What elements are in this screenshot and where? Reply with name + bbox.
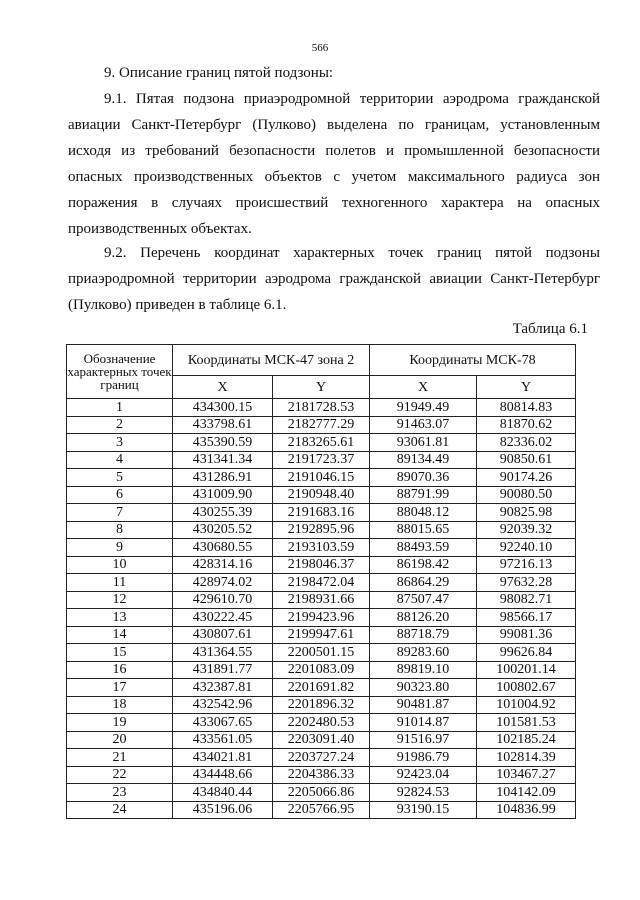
point-number-cell: 12 xyxy=(67,591,173,609)
msk47-y-cell: 2199947.61 xyxy=(273,626,370,644)
msk47-y-cell: 2200501.15 xyxy=(273,644,370,662)
msk78-y-cell: 98566.17 xyxy=(477,609,576,627)
msk47-x-cell: 431009.90 xyxy=(173,486,273,504)
point-number-cell: 19 xyxy=(67,714,173,732)
msk78-x-cell: 89283.60 xyxy=(370,644,477,662)
table-row xyxy=(67,399,576,417)
msk78-x-cell: 88791.99 xyxy=(370,486,477,504)
msk78-x-cell: 91516.97 xyxy=(370,731,477,749)
msk47-x-cell: 435196.06 xyxy=(173,801,273,819)
msk47-header: Координаты МСК-47 зона 2 xyxy=(173,345,370,376)
point-number-cell: 7 xyxy=(67,504,173,522)
msk47-x-cell: 430205.52 xyxy=(173,521,273,539)
table-row xyxy=(67,644,576,662)
msk78-x-cell: 87507.47 xyxy=(370,591,477,609)
msk47-y-cell: 2193103.59 xyxy=(273,539,370,557)
point-number-cell: 24 xyxy=(67,801,173,819)
point-number-cell: 9 xyxy=(67,539,173,557)
msk78-y-cell: 104142.09 xyxy=(477,784,576,802)
msk78-y-cell: 82336.02 xyxy=(477,434,576,452)
page-number: 566 xyxy=(311,42,329,54)
msk78-y-cell: 99081.36 xyxy=(477,626,576,644)
table-row xyxy=(67,609,576,627)
msk47-y-cell: 2199423.96 xyxy=(273,609,370,627)
point-number-cell: 16 xyxy=(67,661,173,679)
point-number-cell: 13 xyxy=(67,609,173,627)
msk47-y-cell: 2190948.40 xyxy=(273,486,370,504)
msk47-x-cell: 430255.39 xyxy=(173,504,273,522)
paragraph-9-2: 9.2. Перечень координат характерных точек границ пятой подзоны приаэродромной территории аэродрома гражданской авиации Санкт-Петербург (Пулково) приведен в таблице 6.1. xyxy=(68,245,600,313)
msk78-y-cell: 102814.39 xyxy=(477,749,576,767)
msk47-y-cell: 2201896.32 xyxy=(273,696,370,714)
table-row xyxy=(67,486,576,504)
msk47-x-cell: 431341.34 xyxy=(173,451,273,469)
table-body xyxy=(67,399,576,819)
msk47-y-cell: 2203091.40 xyxy=(273,731,370,749)
msk47-x-cell: 428314.16 xyxy=(173,556,273,574)
msk47-x-cell: 433798.61 xyxy=(173,416,273,434)
msk78-x-cell: 89819.10 xyxy=(370,661,477,679)
msk47-y-cell: 2201691.82 xyxy=(273,679,370,697)
msk47-x-cell: 432387.81 xyxy=(173,679,273,697)
msk78-x-cell: 90323.80 xyxy=(370,679,477,697)
coordinates-table xyxy=(66,344,576,819)
point-number-cell: 15 xyxy=(67,644,173,662)
table-row xyxy=(67,521,576,539)
msk78-y-header: Y xyxy=(477,376,576,399)
table-row xyxy=(67,784,576,802)
msk78-x-cell: 88718.79 xyxy=(370,626,477,644)
msk78-y-cell: 98082.71 xyxy=(477,591,576,609)
point-number-cell: 6 xyxy=(67,486,173,504)
msk47-x-cell: 430222.45 xyxy=(173,609,273,627)
msk78-y-cell: 90850.61 xyxy=(477,451,576,469)
msk78-y-cell: 80814.83 xyxy=(477,399,576,417)
table-row xyxy=(67,451,576,469)
msk47-y-cell: 2204386.33 xyxy=(273,766,370,784)
msk47-y-cell: 2198472.04 xyxy=(273,574,370,592)
msk78-y-cell: 104836.99 xyxy=(477,801,576,819)
msk78-x-cell: 88126.20 xyxy=(370,609,477,627)
msk78-y-cell: 101004.92 xyxy=(477,696,576,714)
msk78-y-cell: 90174.26 xyxy=(477,469,576,487)
msk78-y-cell: 97216.13 xyxy=(477,556,576,574)
msk78-y-cell: 97632.28 xyxy=(477,574,576,592)
msk78-y-cell: 100802.67 xyxy=(477,679,576,697)
msk78-x-cell: 86864.29 xyxy=(370,574,477,592)
point-number-cell: 8 xyxy=(67,521,173,539)
point-number-cell: 2 xyxy=(67,416,173,434)
point-number-cell: 4 xyxy=(67,451,173,469)
msk78-y-cell: 90080.50 xyxy=(477,486,576,504)
point-number-cell: 5 xyxy=(67,469,173,487)
msk47-y-cell: 2205066.86 xyxy=(273,784,370,802)
msk47-y-cell: 2191046.15 xyxy=(273,469,370,487)
table-row xyxy=(67,679,576,697)
msk47-y-cell: 2198931.66 xyxy=(273,591,370,609)
msk47-x-cell: 431891.77 xyxy=(173,661,273,679)
msk78-y-cell: 92240.10 xyxy=(477,539,576,557)
msk78-x-cell: 91949.49 xyxy=(370,399,477,417)
msk47-y-cell: 2191723.37 xyxy=(273,451,370,469)
table-row xyxy=(67,801,576,819)
table-row xyxy=(67,556,576,574)
table-row xyxy=(67,469,576,487)
table-caption: Таблица 6.1 xyxy=(512,321,588,337)
msk78-x-cell: 89134.49 xyxy=(370,451,477,469)
msk78-x-cell: 88493.59 xyxy=(370,539,477,557)
msk47-y-cell: 2182777.29 xyxy=(273,416,370,434)
msk78-y-cell: 90825.98 xyxy=(477,504,576,522)
point-number-cell: 18 xyxy=(67,696,173,714)
msk78-x-cell: 91986.79 xyxy=(370,749,477,767)
table-row xyxy=(67,696,576,714)
msk78-x-cell: 91014.87 xyxy=(370,714,477,732)
msk78-header: Координаты МСК-78 xyxy=(370,345,576,376)
point-number-cell: 22 xyxy=(67,766,173,784)
msk47-y-cell: 2191683.16 xyxy=(273,504,370,522)
msk47-y-cell: 2192895.96 xyxy=(273,521,370,539)
msk47-x-cell: 432542.96 xyxy=(173,696,273,714)
point-number-cell: 20 xyxy=(67,731,173,749)
paragraph-9-1: 9.1. Пятая подзона приаэродромной территории аэродрома гражданской авиации Санкт-Петербург (Пулково) выделена по границам, установленным исходя из требований безопасности полетов и промышленной безопасности опасных производственных объектов с учетом максимального радиуса зон поражения в случаях происшествий техногенного характера на опасных производственных объектах. xyxy=(68,91,600,237)
table-row xyxy=(67,434,576,452)
table-row xyxy=(67,574,576,592)
msk47-y-cell: 2202480.53 xyxy=(273,714,370,732)
point-number-cell: 21 xyxy=(67,749,173,767)
point-designation-header: Обозначение характерных точек границ xyxy=(67,345,173,399)
table-header-row xyxy=(67,345,576,376)
msk47-x-cell: 429610.70 xyxy=(173,591,273,609)
msk47-y-cell: 2205766.95 xyxy=(273,801,370,819)
msk47-y-cell: 2203727.24 xyxy=(273,749,370,767)
msk47-x-header: X xyxy=(173,376,273,399)
msk78-x-cell: 93190.15 xyxy=(370,801,477,819)
msk47-x-cell: 431364.55 xyxy=(173,644,273,662)
table-row xyxy=(67,626,576,644)
point-number-cell: 17 xyxy=(67,679,173,697)
msk78-y-cell: 102185.24 xyxy=(477,731,576,749)
msk78-x-cell: 92423.04 xyxy=(370,766,477,784)
table-row xyxy=(67,416,576,434)
section-heading: 9. Описание границ пятой подзоны: xyxy=(104,65,334,81)
table-row xyxy=(67,591,576,609)
point-number-cell: 11 xyxy=(67,574,173,592)
msk78-y-cell: 81870.62 xyxy=(477,416,576,434)
table-row xyxy=(67,749,576,767)
table-row xyxy=(67,661,576,679)
table-row xyxy=(67,731,576,749)
msk47-y-cell: 2198046.37 xyxy=(273,556,370,574)
msk47-y-cell: 2201083.09 xyxy=(273,661,370,679)
table-row xyxy=(67,539,576,557)
msk47-x-cell: 434300.15 xyxy=(173,399,273,417)
msk47-x-cell: 431286.91 xyxy=(173,469,273,487)
msk78-x-cell: 93061.81 xyxy=(370,434,477,452)
msk78-x-cell: 88015.65 xyxy=(370,521,477,539)
point-number-cell: 3 xyxy=(67,434,173,452)
msk78-y-cell: 92039.32 xyxy=(477,521,576,539)
msk78-x-cell: 91463.07 xyxy=(370,416,477,434)
msk47-x-cell: 430680.55 xyxy=(173,539,273,557)
point-number-cell: 23 xyxy=(67,784,173,802)
msk47-x-cell: 430807.61 xyxy=(173,626,273,644)
point-number-cell: 10 xyxy=(67,556,173,574)
table-row xyxy=(67,504,576,522)
msk47-x-cell: 434021.81 xyxy=(173,749,273,767)
msk78-y-cell: 100201.14 xyxy=(477,661,576,679)
msk78-x-cell: 92824.53 xyxy=(370,784,477,802)
msk78-x-cell: 90481.87 xyxy=(370,696,477,714)
msk78-y-cell: 103467.27 xyxy=(477,766,576,784)
msk47-y-cell: 2183265.61 xyxy=(273,434,370,452)
msk78-x-cell: 86198.42 xyxy=(370,556,477,574)
msk47-x-cell: 433067.65 xyxy=(173,714,273,732)
msk47-x-cell: 428974.02 xyxy=(173,574,273,592)
msk78-y-cell: 101581.53 xyxy=(477,714,576,732)
msk78-x-cell: 88048.12 xyxy=(370,504,477,522)
msk78-x-cell: 89070.36 xyxy=(370,469,477,487)
msk78-x-header: X xyxy=(370,376,477,399)
table-row xyxy=(67,766,576,784)
point-number-cell: 1 xyxy=(67,399,173,417)
msk47-x-cell: 435390.59 xyxy=(173,434,273,452)
msk47-x-cell: 434840.44 xyxy=(173,784,273,802)
msk47-y-header: Y xyxy=(273,376,370,399)
msk47-y-cell: 2181728.53 xyxy=(273,399,370,417)
msk78-y-cell: 99626.84 xyxy=(477,644,576,662)
point-number-cell: 14 xyxy=(67,626,173,644)
table-row xyxy=(67,714,576,732)
msk47-x-cell: 433561.05 xyxy=(173,731,273,749)
msk47-x-cell: 434448.66 xyxy=(173,766,273,784)
